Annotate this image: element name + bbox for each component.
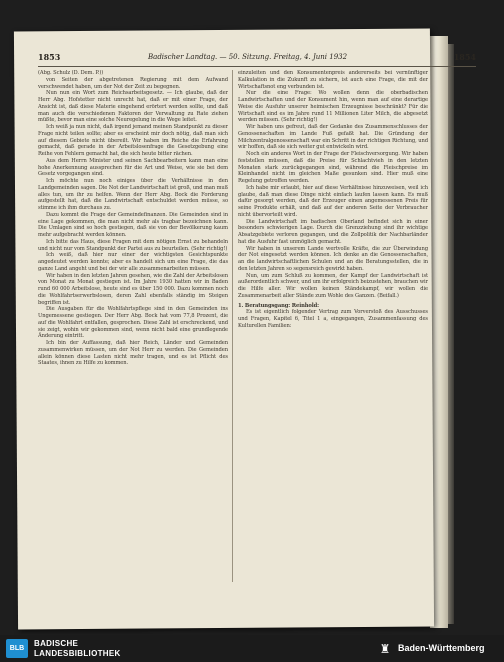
left-page-number: 1853 <box>38 52 61 62</box>
column-divider <box>232 70 233 582</box>
section-heading: 1. Beratungsgang: Reinhold: <box>238 302 319 309</box>
left-text-column <box>38 70 228 584</box>
state-name[interactable]: Baden-Württemberg <box>398 643 485 653</box>
paragraph: Die Landwirtschaft im badischen Oberland befindet sich in einer besonders schwierigen Lage. Durch die Grenzziehung sind ihr wichtige Absatzgebiete verloren gegangen, und die Zollpolitik der Nachbarländer hat die Ausfuhr fast unmöglich gemacht. <box>238 218 428 245</box>
paragraph: Ich weiß ja nun nicht, daß irgend jemand meinen Standpunkt zu dieser Frage nicht teilen sollte; aber es erscheint mir doch nötig, daß man sich auf diesem Gebiete nicht übereilt. Wir haben im Reiche die Erfahrung gemacht, daß gerade in der Arbeitslosenfrage die Gesetzgebung eine Reihe von Fehlern gemacht hat, die sich heute bitter rächen. <box>38 124 228 157</box>
paragraph: Ich bin der Auffassung, daß hier Reich, Länder und Gemeinden zusammenwirken müssen, um der Not Herr zu werden. Die Gemeinden allein können diese Lasten nicht mehr tragen, und es ist Pflicht des Staates, ihnen zu Hilfe zu kommen. <box>38 340 228 367</box>
header-rule <box>38 66 476 67</box>
library-name-line2: LANDESBIBLIOTHEK <box>34 649 121 658</box>
paragraph: Dazu kommt die Frage der Gemeindefinanzen. Die Gemeinden sind in eine Lage gekommen, die man nicht mehr als tragbar bezeichnen kann. Die Umlagen sind so hoch gestiegen, daß sie von der Bevölkerung kaum mehr aufgebracht werden können. <box>38 211 228 238</box>
paragraph: Nun nun ein Wort zum Reichsarbeitsgesetz. — Ich glaube, daß der Herr Abg. Hofstetter nicht unrecht hat, daß er mit einer Frage, der Ansicht ist, daß diese Materie eingehend erörtert werden sollte, und daß man auch die verschiedenen Faktoren der Verwaltung zu Rate ziehen müßte, bevor man eine solche Neuregelung in die Wege leitet. <box>38 90 228 124</box>
paragraph: Ich möchte nun noch einiges über die Verhältnisse in den Landgemeinden sagen. Die Not der Landwirtschaft ist groß, und man muß alles tun, um ihr zu helfen. Wenn der Herr Abg. Bock die Forderung aufgestellt hat, daß die Landwirtschaft entschuldet werden müsse, so stimme ich ihm durchaus zu. <box>38 178 228 211</box>
paragraph: Ich habe mir erlaubt, hier auf diese Verhältnisse hinzuweisen, weil ich glaube, daß man diese Dinge nicht einfach laufen lassen kann. Es muß dafür gesorgt werden, daß der Erzeuger einen angemessenen Preis für seine Produkte erhält, und daß auf der anderen Seite der Verbraucher nicht übervorteilt wird. <box>238 184 428 218</box>
footer-bar <box>0 635 504 662</box>
paragraph: Wir haben in unserem Lande wertvolle Kräfte, die zur Überwindung der Not eingesetzt werden können. Ich denke an die Genossenschaften, an die landwirtschaftlichen Schulen und an die Beratungsstellen, die in den letzten Jahren so segensreich gewirkt haben. <box>238 245 428 272</box>
paragraph: Ich bitte das Haus, diese Fragen mit dem nötigen Ernst zu behandeln und nicht nur vom Standpunkt der Partei aus zu beurteilen. (Sehr richtig!) <box>38 238 228 252</box>
running-header <box>38 52 476 64</box>
paragraph: Die Ausgaben für die Wohlfahrtspflege sind in den Gemeinden ins Ungemessene gestiegen. Der Herr Abg. Bock hat vom 77,8 Prozent, die auf die Wohlfahrt entfallen, gesprochen. Diese Zahl ist erschreckend, und sie zeigt, wohin wir gekommen sind, wenn nicht bald eine grundlegende Änderung eintritt. <box>38 306 228 340</box>
blb-logo[interactable]: BLB <box>6 639 28 658</box>
paragraph: Wir haben in den letzten Jahren gesehen, wie die Zahl der Arbeitslosen von Monat zu Monat gestiegen ist. Im Jahre 1930 hatten wir in Baden rund 60 000 Arbeitslose, heute sind es über 150 000. Dazu kommen noch die Wohlfahrtserwerbslosen, deren Zahl ebenfalls ständig im Steigen begriffen ist. <box>38 272 228 306</box>
paragraph: Nur die eine Frage: Wo wollen denn die oberbadischen Landwirtschaften und der Konsument hin, wenn man auf eine derartige Weise die Ausfuhr unserer heimischen Erzeugnisse beschränkt? Für die Wirtschaft sind es im Jahre rund 11 Millionen Liter Milch, die abgesetzt werden müssen. (Sehr richtig!) <box>238 90 428 124</box>
paragraph: Wir haben uns gefreut, daß der Gedanke des Zusammenschlusses der Genossenschaften im Lande Fuß gefaßt hat. Die Gründung der Milchzentralgenossenschaft war ein Schritt in der richtigen Richtung, und wir hoffen, daß sie sich weiter gut entwickeln wird. <box>238 124 428 151</box>
library-name[interactable] <box>34 639 121 659</box>
paragraph: einzuleiten und den Konsumentenpreis andererseits bei vernünftiger Kalkulation in die Zukunft zu sichern, ist auch eine Frage, die mit der Wirtschaftsnot eng verbunden ist. <box>238 70 428 90</box>
library-name-line1: BADISCHE <box>34 639 79 648</box>
paragraph: Ich weiß, daß hier nur einer der wichtigsten Gesichtspunkte angedeutet werden konnte; aber es handelt sich um eine Frage, die das ganze Land angeht und bei der wir alle zusammenarbeiten müssen. <box>38 252 228 272</box>
right-page-number: 1854 <box>453 52 476 62</box>
running-head-title: Badischer Landtag. — 50. Sitzung. Freitag, 4. Juni 1932 <box>148 53 348 61</box>
paragraph: (Abg. Schulz (D. Dem. P.)) <box>38 70 104 76</box>
paragraph: von Seiten der abgetretenen Regierung mit dem Aufwand verschwendet haben, um der Not der Zeit zu begegnen. <box>38 76 228 90</box>
paragraph: Aus dem Herrn Minister und seinen Sachbearbeitern kann man eine hohe Anerkennung aussprechen für die Art und Weise, wie sie bei dem Gesetz vorgegangen sind. <box>38 157 228 178</box>
paragraph: Es ist eigentlich folgender Vertrag zum Vorverstoß des Ausschusses und Fragen, Kapitel 6, Titel 1 a, eingegangen, Zusammenfassung des Kulturellen Familien: <box>238 309 428 329</box>
coat-of-arms-icon: ♜ <box>379 642 391 656</box>
paragraph: Noch ein anderes Wort in der Frage der Fleischversorgung. Wir haben feststellen müssen, daß die Preise für Schlachtvieh in den letzten Monaten stark zurückgegangen sind, während die Fleischpreise im Kleinhandel nicht im gleichen Maße gesunken sind. Hier muß eine Regelung getroffen werden. <box>238 151 428 184</box>
right-text-column <box>238 70 428 584</box>
paragraph: Nun, um zum Schluß zu kommen, der Kampf der Landwirtschaft ist außerordentlich schwer, und um ihr erfolgreich beizustehen, brauchen wir die Hilfe aller. Wir wollen keinen Ständekampf, wir wollen die Zusammenarbeit aller Stände zum Wohle des Ganzen. (Beifall.) <box>238 272 428 299</box>
